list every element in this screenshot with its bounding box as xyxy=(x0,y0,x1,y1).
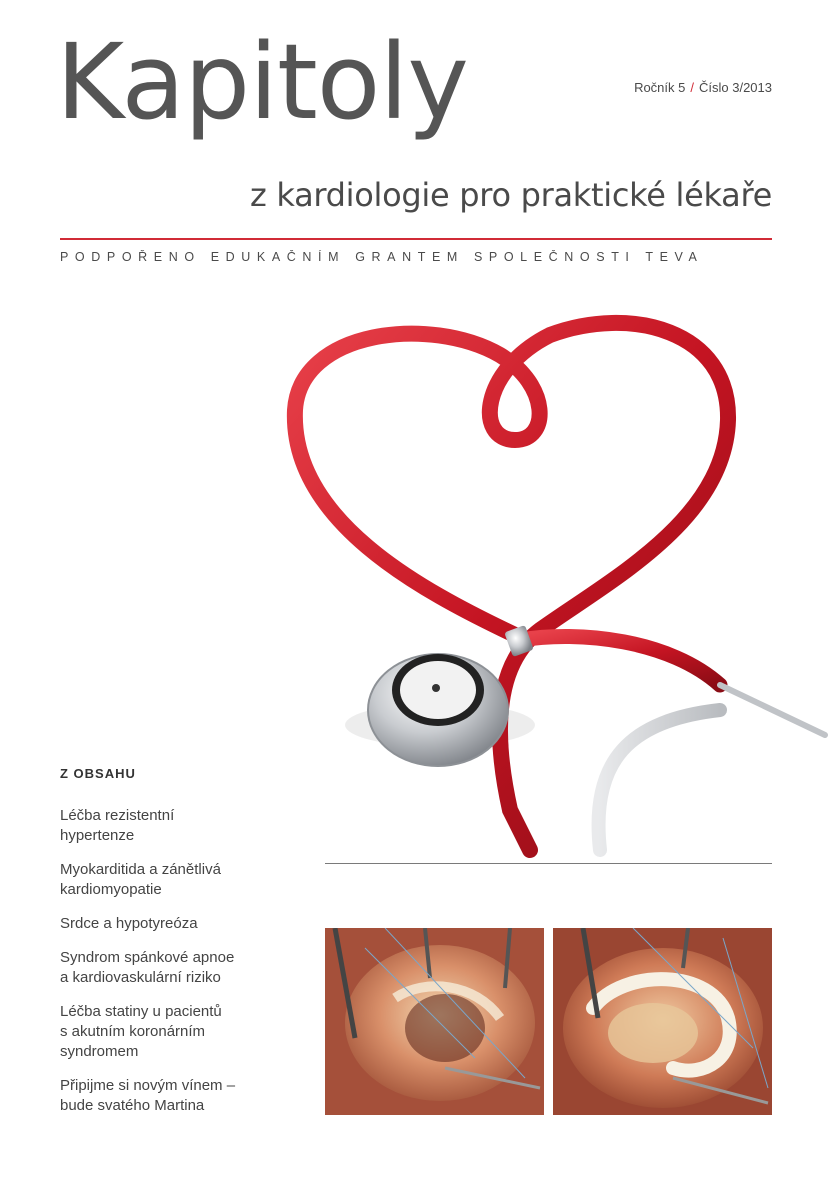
volume-label: Ročník 5 xyxy=(634,80,686,95)
issue-number: Číslo 3/2013 xyxy=(699,80,772,95)
surgery-ring-icon xyxy=(553,928,772,1115)
surgical-photo-1 xyxy=(325,928,544,1115)
heart-stethoscope-icon xyxy=(250,290,832,870)
contents-list xyxy=(60,806,290,1130)
contents-heading: Z OBSAHU xyxy=(60,766,136,781)
list-item[interactable]: Léčba rezistentní hypertenze xyxy=(60,807,175,844)
list-item[interactable]: Připijme si novým vínem – bude svatého Martina xyxy=(60,1077,236,1114)
photo-divider xyxy=(325,863,772,864)
hero-image-heart-stethoscope xyxy=(250,290,832,870)
list-item[interactable]: Myokarditida a zánětlivá kardiomyopatie xyxy=(60,861,221,898)
list-item[interactable]: Léčba statiny u pacientů s akutním koronárním syndromem xyxy=(60,1003,222,1060)
issue-info xyxy=(634,80,772,95)
masthead-divider xyxy=(60,238,772,240)
grant-line: PODPOŘENO EDUKAČNÍM GRANTEM SPOLEČNOSTI TEVA xyxy=(60,250,704,264)
list-item[interactable]: Syndrom spánkové apnoe a kardiovaskulární riziko xyxy=(60,949,235,986)
issue-separator: / xyxy=(690,80,694,95)
magazine-subtitle: z kardiologie pro praktické lékaře xyxy=(250,176,772,214)
magazine-title: Kapitoly xyxy=(56,21,468,143)
list-item[interactable]: Srdce a hypotyreóza xyxy=(60,915,198,932)
surgery-valve-icon xyxy=(325,928,544,1115)
surgical-photo-2 xyxy=(553,928,772,1115)
